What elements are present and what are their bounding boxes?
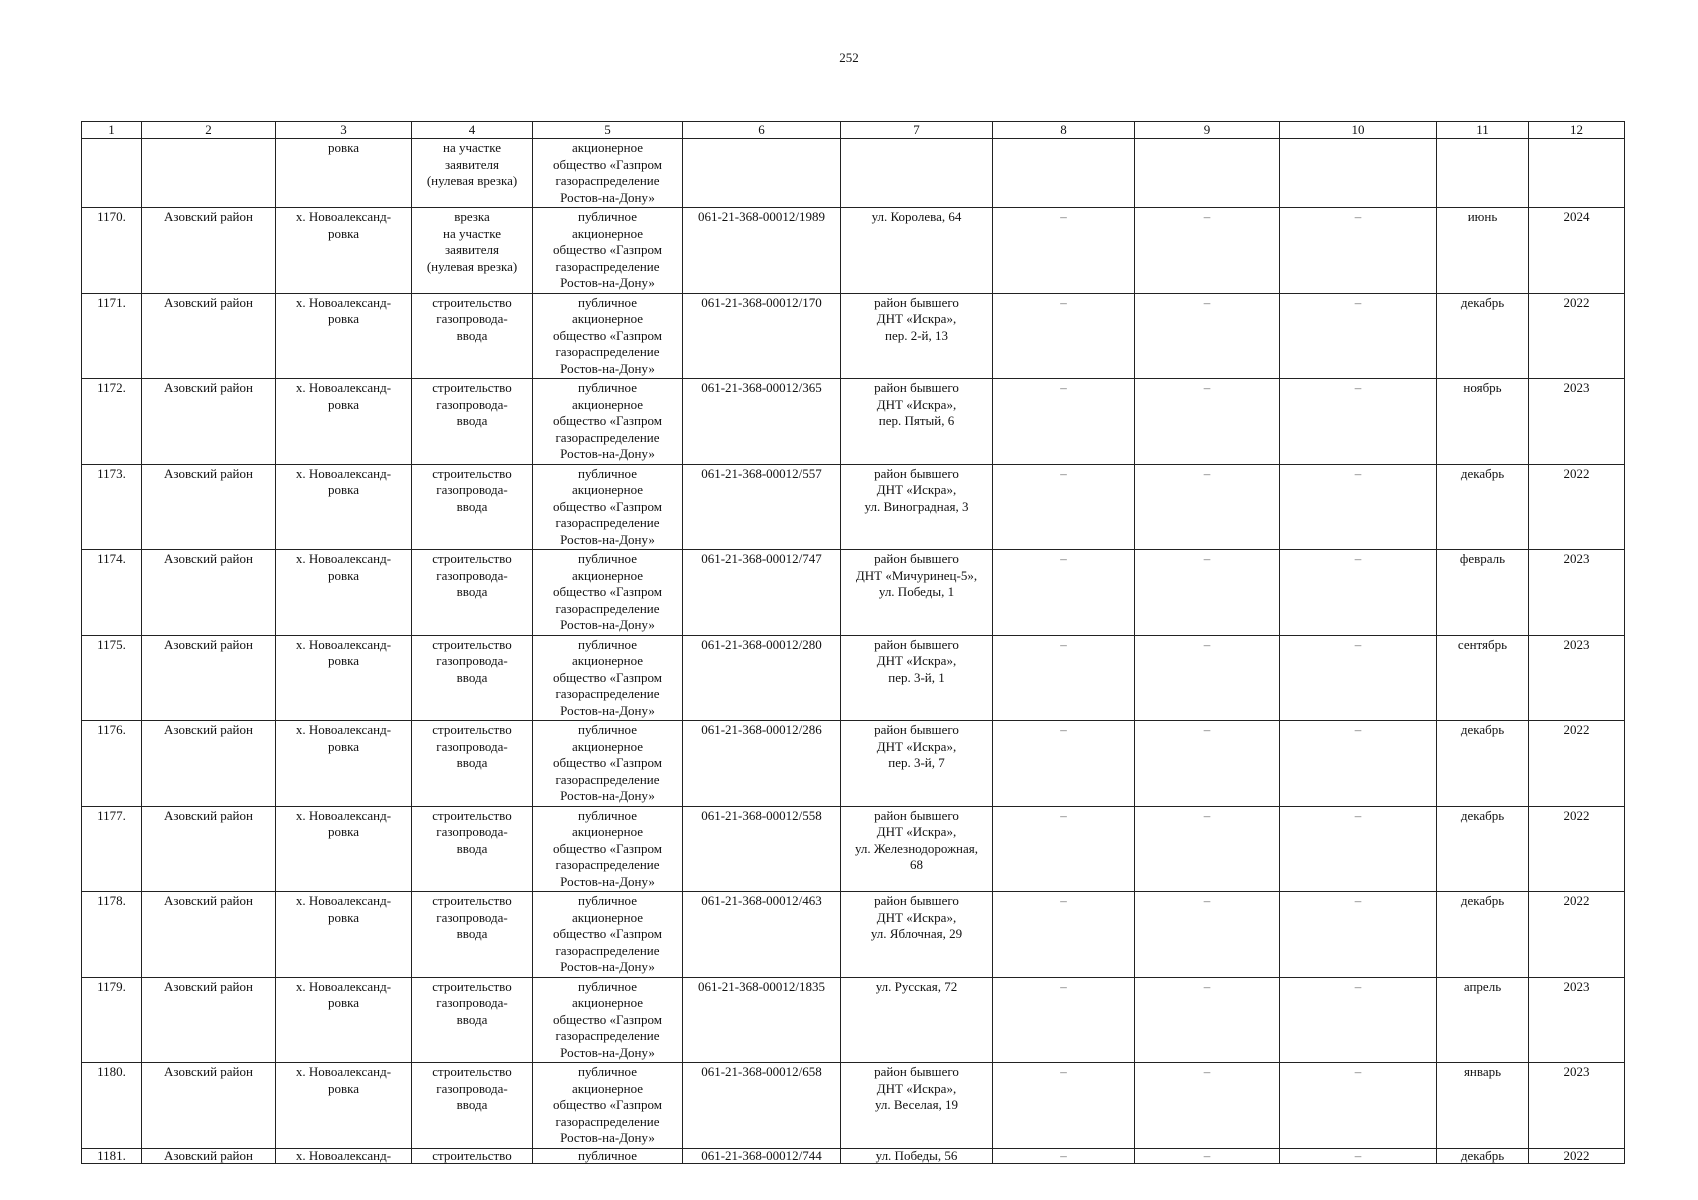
cell-col9: – xyxy=(1135,892,1280,978)
cell-district: Азовский район xyxy=(142,721,276,807)
cell-settlement: х. Новоалександ- ровка xyxy=(276,892,412,978)
cell-settlement: х. Новоалександ- ровка xyxy=(276,293,412,379)
cell-year: 2022 xyxy=(1529,721,1625,807)
cell-work: строительство газопровода- ввода xyxy=(412,721,533,807)
table-row xyxy=(82,1063,1625,1149)
cell-col8: – xyxy=(993,550,1135,636)
cell-col9: – xyxy=(1135,293,1280,379)
cell-month: февраль xyxy=(1437,550,1529,636)
cell-month: декабрь xyxy=(1437,721,1529,807)
cell-settlement: х. Новоалександ- ровка xyxy=(276,208,412,294)
cell-col9: – xyxy=(1135,806,1280,892)
cell-year: 2023 xyxy=(1529,1063,1625,1149)
cell-col9: – xyxy=(1135,379,1280,465)
cell-year: 2024 xyxy=(1529,208,1625,294)
cell-work: строительство газопровода- ввода xyxy=(412,1063,533,1149)
cell-settlement: х. Новоалександ- ровка xyxy=(276,721,412,807)
cell-district: Азовский район xyxy=(142,1148,276,1163)
cell-col8: – xyxy=(993,977,1135,1063)
cell-code: 061-21-368-00012/170 xyxy=(683,293,841,379)
cell-work: строительство газопровода- ввода xyxy=(412,550,533,636)
cell-district: Азовский район xyxy=(142,806,276,892)
cell-year: 2023 xyxy=(1529,550,1625,636)
cell-col10: – xyxy=(1280,806,1437,892)
cell-address: район бывшего ДНТ «Искра», ул. Виноградная, 3 xyxy=(841,464,993,550)
cell-organization: публичное акционерное общество «Газпром газораспределение Ростов-на-Дону» xyxy=(533,635,683,721)
cell-settlement: ровка xyxy=(276,139,412,208)
cell-district: Азовский район xyxy=(142,464,276,550)
cell-col9: – xyxy=(1135,721,1280,807)
table-row xyxy=(82,977,1625,1063)
header-cell: 5 xyxy=(533,122,683,139)
cell-code: 061-21-368-00012/286 xyxy=(683,721,841,807)
cell-col9: – xyxy=(1135,464,1280,550)
header-cell: 9 xyxy=(1135,122,1280,139)
cell-code: 061-21-368-00012/747 xyxy=(683,550,841,636)
cell-work: на участке заявителя (нулевая врезка) xyxy=(412,139,533,208)
header-cell: 6 xyxy=(683,122,841,139)
cell-settlement: х. Новоалександ- ровка xyxy=(276,379,412,465)
cell-year: 2023 xyxy=(1529,635,1625,721)
cell-address: ул. Победы, 56 xyxy=(841,1148,993,1163)
cell-number: 1175. xyxy=(82,635,142,721)
cell-organization: публичное акционерное общество «Газпром газораспределение Ростов-на-Дону» xyxy=(533,1063,683,1149)
header-cell: 3 xyxy=(276,122,412,139)
cell-month: апрель xyxy=(1437,977,1529,1063)
cell-month: декабрь xyxy=(1437,1148,1529,1163)
table-body xyxy=(82,208,1625,1164)
cell-address: ул. Королева, 64 xyxy=(841,208,993,294)
header-cell: 7 xyxy=(841,122,993,139)
cell-number: 1172. xyxy=(82,379,142,465)
cell-col8: – xyxy=(993,892,1135,978)
cell-month: сентябрь xyxy=(1437,635,1529,721)
cell-col9: – xyxy=(1135,208,1280,294)
cell-organization: публичное акционерное общество «Газпром газораспределение Ростов-на-Дону» xyxy=(533,293,683,379)
cell-address: ул. Русская, 72 xyxy=(841,977,993,1063)
cell-district xyxy=(142,139,276,208)
table-row xyxy=(82,208,1625,294)
document-table xyxy=(81,121,1625,1164)
cell-work: строительство газопровода- ввода xyxy=(412,806,533,892)
cell-address: район бывшего ДНТ «Искра», пер. Пятый, 6 xyxy=(841,379,993,465)
cell-col10: – xyxy=(1280,379,1437,465)
cell-work: строительство газопровода- ввода xyxy=(412,977,533,1063)
cell-code: 061-21-368-00012/557 xyxy=(683,464,841,550)
cell-district: Азовский район xyxy=(142,635,276,721)
cell-organization: публичное xyxy=(533,1148,683,1163)
cell-number xyxy=(82,139,142,208)
cell-work: строительство газопровода- ввода xyxy=(412,635,533,721)
cell-year: 2022 xyxy=(1529,806,1625,892)
cell-col10: – xyxy=(1280,464,1437,550)
cell-col9: – xyxy=(1135,1148,1280,1163)
cell-address: район бывшего ДНТ «Искра», пер. 3-й, 7 xyxy=(841,721,993,807)
cell-settlement: х. Новоалександ- ровка xyxy=(276,635,412,721)
cell-organization: публичное акционерное общество «Газпром газораспределение Ростов-на-Дону» xyxy=(533,806,683,892)
cell-year: 2023 xyxy=(1529,977,1625,1063)
cell-settlement: х. Новоалександ- ровка xyxy=(276,1063,412,1149)
cell-settlement: х. Новоалександ- ровка xyxy=(276,806,412,892)
cell-code: 061-21-368-00012/463 xyxy=(683,892,841,978)
cell-district: Азовский район xyxy=(142,1063,276,1149)
cell-code: 061-21-368-00012/1989 xyxy=(683,208,841,294)
table-row xyxy=(82,550,1625,636)
cell-address: район бывшего ДНТ «Искра», пер. 2-й, 13 xyxy=(841,293,993,379)
cell-number: 1180. xyxy=(82,1063,142,1149)
table-row xyxy=(82,1148,1625,1163)
cell-work: строительство газопровода- ввода xyxy=(412,293,533,379)
cell-code xyxy=(683,139,841,208)
cell-col8: – xyxy=(993,1063,1135,1149)
cell-district: Азовский район xyxy=(142,379,276,465)
cell-organization: публичное акционерное общество «Газпром газораспределение Ростов-на-Дону» xyxy=(533,892,683,978)
header-cell: 12 xyxy=(1529,122,1625,139)
cell-organization: публичное акционерное общество «Газпром газораспределение Ростов-на-Дону» xyxy=(533,721,683,807)
cell-settlement: х. Новоалександ- xyxy=(276,1148,412,1163)
cell-code: 061-21-368-00012/744 xyxy=(683,1148,841,1163)
header-cell: 2 xyxy=(142,122,276,139)
cell-col8: – xyxy=(993,208,1135,294)
cell-col9: – xyxy=(1135,635,1280,721)
cell-number: 1170. xyxy=(82,208,142,294)
cell-col10: – xyxy=(1280,977,1437,1063)
cell-address: район бывшего ДНТ «Искра», пер. 3-й, 1 xyxy=(841,635,993,721)
cell-col10: – xyxy=(1280,635,1437,721)
cell-year: 2023 xyxy=(1529,379,1625,465)
header-cell: 11 xyxy=(1437,122,1529,139)
header-cell: 1 xyxy=(82,122,142,139)
cell-col10: – xyxy=(1280,208,1437,294)
cell-month: ноябрь xyxy=(1437,379,1529,465)
cell-address: район бывшего ДНТ «Искра», ул. Яблочная, 29 xyxy=(841,892,993,978)
cell-district: Азовский район xyxy=(142,293,276,379)
cell-number: 1181. xyxy=(82,1148,142,1163)
header-cell: 4 xyxy=(412,122,533,139)
cell-col8: – xyxy=(993,1148,1135,1163)
cell-organization: публичное акционерное общество «Газпром газораспределение Ростов-на-Дону» xyxy=(533,977,683,1063)
cell-number: 1179. xyxy=(82,977,142,1063)
cell-number: 1171. xyxy=(82,293,142,379)
cell-col10: – xyxy=(1280,892,1437,978)
cell-year: 2022 xyxy=(1529,464,1625,550)
cell-month xyxy=(1437,139,1529,208)
cell-col8: – xyxy=(993,293,1135,379)
cell-year: 2022 xyxy=(1529,892,1625,978)
cell-col9: – xyxy=(1135,977,1280,1063)
cell-work: строительство газопровода- ввода xyxy=(412,892,533,978)
cell-number: 1176. xyxy=(82,721,142,807)
cell-district: Азовский район xyxy=(142,892,276,978)
cell-col8: – xyxy=(993,721,1135,807)
cell-code: 061-21-368-00012/1835 xyxy=(683,977,841,1063)
cell-district: Азовский район xyxy=(142,550,276,636)
cell-col8: – xyxy=(993,635,1135,721)
cell-month: июнь xyxy=(1437,208,1529,294)
cell-code: 061-21-368-00012/365 xyxy=(683,379,841,465)
cell-col9: – xyxy=(1135,1063,1280,1149)
cell-settlement: х. Новоалександ- ровка xyxy=(276,550,412,636)
cell-organization: публичное акционерное общество «Газпром газораспределение Ростов-на-Дону» xyxy=(533,208,683,294)
table-row xyxy=(82,806,1625,892)
cell-year: 2022 xyxy=(1529,293,1625,379)
cell-work: врезка на участке заявителя (нулевая врезка) xyxy=(412,208,533,294)
cell-district: Азовский район xyxy=(142,977,276,1063)
cell-col9: – xyxy=(1135,550,1280,636)
cell-work: строительство газопровода- ввода xyxy=(412,464,533,550)
cell-col8: – xyxy=(993,379,1135,465)
cell-year: 2022 xyxy=(1529,1148,1625,1163)
cell-col10: – xyxy=(1280,721,1437,807)
cell-col10: – xyxy=(1280,1148,1437,1163)
table-row xyxy=(82,464,1625,550)
table-row xyxy=(82,892,1625,978)
cell-address: район бывшего ДНТ «Искра», ул. Веселая, 19 xyxy=(841,1063,993,1149)
cell-organization: акционерное общество «Газпром газораспределение Ростов-на-Дону» xyxy=(533,139,683,208)
cell-col10: – xyxy=(1280,293,1437,379)
cell-col10: – xyxy=(1280,550,1437,636)
table-row xyxy=(82,379,1625,465)
cell-code: 061-21-368-00012/558 xyxy=(683,806,841,892)
cell-organization: публичное акционерное общество «Газпром газораспределение Ростов-на-Дону» xyxy=(533,379,683,465)
header-row xyxy=(82,122,1625,139)
cell-col10 xyxy=(1280,139,1437,208)
cell-number: 1174. xyxy=(82,550,142,636)
cell-month: декабрь xyxy=(1437,806,1529,892)
cell-year xyxy=(1529,139,1625,208)
cell-organization: публичное акционерное общество «Газпром газораспределение Ростов-на-Дону» xyxy=(533,464,683,550)
cell-address: район бывшего ДНТ «Искра», ул. Железнодорожная, 68 xyxy=(841,806,993,892)
cell-organization: публичное акционерное общество «Газпром газораспределение Ростов-на-Дону» xyxy=(533,550,683,636)
cell-settlement: х. Новоалександ- ровка xyxy=(276,977,412,1063)
cell-number: 1178. xyxy=(82,892,142,978)
cell-address xyxy=(841,139,993,208)
cell-number: 1177. xyxy=(82,806,142,892)
header-cell: 10 xyxy=(1280,122,1437,139)
cell-month: декабрь xyxy=(1437,293,1529,379)
cell-work: строительство газопровода- ввода xyxy=(412,379,533,465)
table-row xyxy=(82,721,1625,807)
cell-work: строительство xyxy=(412,1148,533,1163)
cell-settlement: х. Новоалександ- ровка xyxy=(276,464,412,550)
table-row xyxy=(82,635,1625,721)
cell-col9 xyxy=(1135,139,1280,208)
cell-district: Азовский район xyxy=(142,208,276,294)
cell-number: 1173. xyxy=(82,464,142,550)
cell-month: декабрь xyxy=(1437,892,1529,978)
header-cell: 8 xyxy=(993,122,1135,139)
continued-row xyxy=(82,139,1625,208)
cell-col8 xyxy=(993,139,1135,208)
table-row xyxy=(82,293,1625,379)
cell-month: январь xyxy=(1437,1063,1529,1149)
cell-col10: – xyxy=(1280,1063,1437,1149)
cell-address: район бывшего ДНТ «Мичуринец-5», ул. Победы, 1 xyxy=(841,550,993,636)
cell-col8: – xyxy=(993,806,1135,892)
cell-code: 061-21-368-00012/658 xyxy=(683,1063,841,1149)
page-number: 252 xyxy=(839,50,859,65)
cell-code: 061-21-368-00012/280 xyxy=(683,635,841,721)
cell-month: декабрь xyxy=(1437,464,1529,550)
cell-col8: – xyxy=(993,464,1135,550)
